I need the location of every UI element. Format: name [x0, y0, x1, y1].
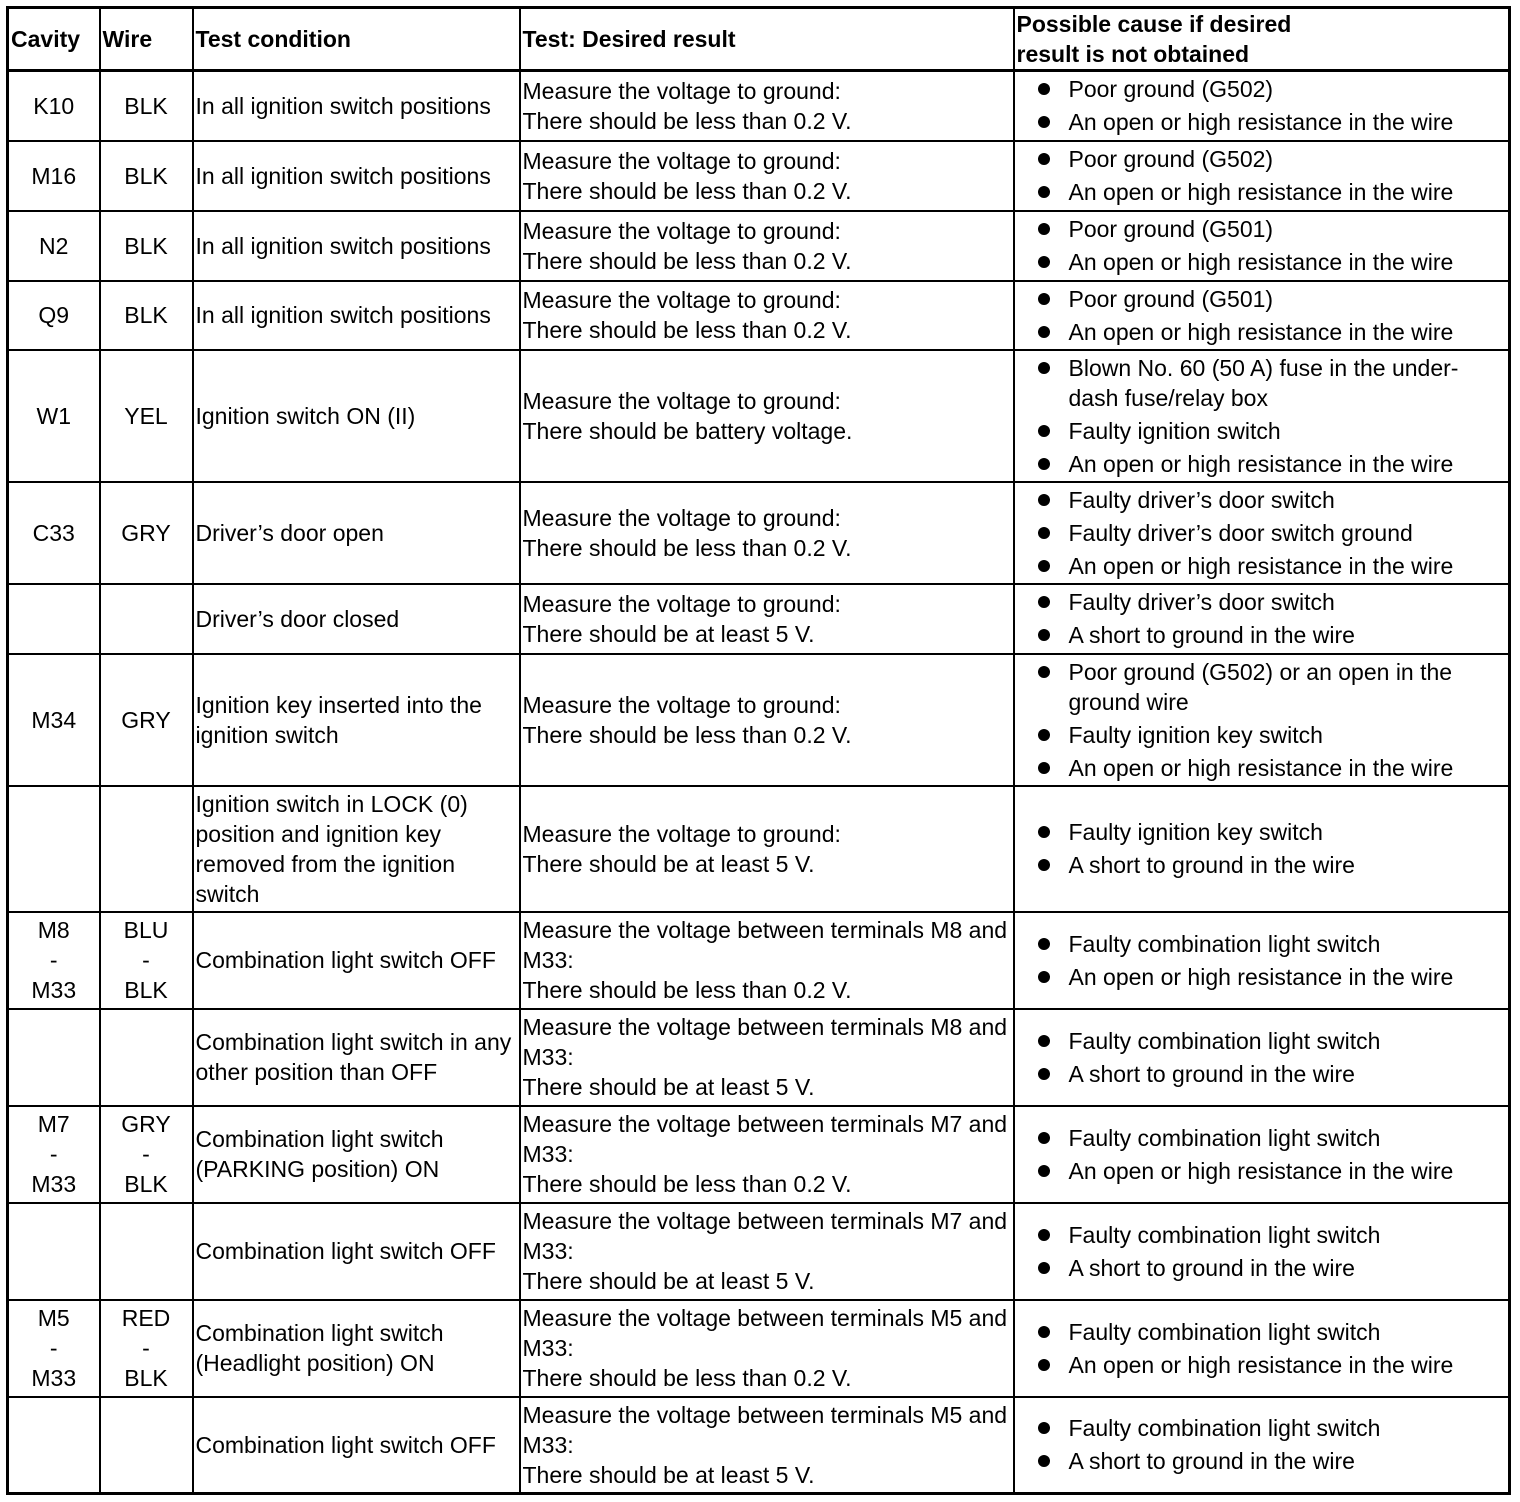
wire-cell-line: BLK	[124, 162, 168, 189]
cause-item	[1017, 962, 1507, 992]
wire-cell	[100, 350, 193, 482]
possible-cause-cell	[1014, 1300, 1510, 1397]
cause-list	[1017, 74, 1507, 137]
cause-list	[1017, 144, 1507, 207]
test-condition-cell	[193, 1106, 520, 1203]
cause-list	[1017, 929, 1507, 992]
cause-item	[1017, 518, 1507, 548]
table-row	[8, 211, 1510, 281]
cause-list	[1017, 657, 1507, 783]
wire-cell	[100, 584, 193, 654]
wire-cell-line: BLK	[124, 977, 168, 1003]
cause-item	[1017, 449, 1507, 479]
desired-result-cell	[520, 281, 1014, 350]
cause-item	[1017, 177, 1507, 207]
cavity-cell-line: M33	[31, 1171, 77, 1197]
bullet-icon	[1038, 1229, 1050, 1241]
possible-cause-cell	[1014, 1106, 1510, 1203]
cavity-cell	[8, 141, 100, 211]
bullet-icon	[1038, 938, 1050, 950]
test-condition-cell	[193, 912, 520, 1009]
cause-text: Poor ground (G502)	[1068, 76, 1274, 103]
cavity-cell	[8, 912, 100, 1009]
possible-cause-cell	[1014, 211, 1510, 281]
wire-cell-line: GRY	[121, 519, 171, 546]
cause-list	[1017, 214, 1507, 277]
bullet-icon	[1038, 1165, 1050, 1177]
cause-item	[1017, 850, 1507, 880]
bullet-icon	[1038, 1132, 1050, 1144]
cause-item	[1017, 587, 1507, 617]
table-row	[8, 1203, 1510, 1300]
bullet-icon	[1038, 116, 1050, 128]
cause-item	[1017, 1446, 1507, 1476]
cause-list	[1017, 587, 1507, 650]
table-row	[8, 141, 1510, 211]
possible-cause-cell	[1014, 482, 1510, 584]
table-row	[8, 1009, 1510, 1106]
cause-item	[1017, 74, 1507, 104]
desired-result-cell-line: Measure the voltage between terminals M5 and M33:	[522, 1305, 1008, 1361]
cause-item	[1017, 753, 1507, 783]
cause-text: Poor ground (G501)	[1068, 216, 1274, 242]
cause-item	[1017, 144, 1507, 174]
cause-text: An open or high resistance in the wire	[1068, 754, 1454, 781]
desired-result-cell-line: Measure the voltage between terminals M5 and M33:	[522, 1401, 1008, 1458]
wire-cell	[100, 1009, 193, 1106]
cause-item	[1017, 1413, 1507, 1443]
test-condition-cell-line: Combination light switch OFF	[195, 1431, 496, 1458]
test-condition-cell-line: Ignition key inserted into the ignition switch	[195, 691, 482, 748]
table-row	[8, 584, 1510, 654]
bullet-icon	[1038, 326, 1050, 338]
bullet-icon	[1038, 971, 1050, 983]
cause-text: An open or high resistance in the wire	[1068, 450, 1454, 477]
cause-text: An open or high resistance in the wire	[1068, 963, 1454, 990]
cavity-cell	[8, 281, 100, 350]
cause-text: A short to ground in the wire	[1068, 1254, 1355, 1281]
wire-cell-line: YEL	[124, 402, 168, 429]
desired-result-cell-line: Measure the voltage to ground:	[522, 287, 841, 313]
table-row	[8, 1300, 1510, 1397]
bullet-icon	[1038, 1422, 1050, 1434]
wire-cell-line: -	[142, 1141, 150, 1167]
wire-cell	[100, 1106, 193, 1203]
desired-result-cell-line: There should be less than 0.2 V.	[522, 317, 852, 343]
cavity-cell	[8, 211, 100, 281]
desired-result-cell	[520, 912, 1014, 1009]
desired-result-cell-line: Measure the voltage to ground:	[522, 387, 841, 414]
bullet-icon	[1038, 762, 1050, 774]
bullet-icon	[1038, 1326, 1050, 1338]
cause-list	[1017, 353, 1507, 479]
test-condition-cell	[193, 786, 520, 912]
desired-result-cell	[520, 1397, 1014, 1494]
wire-cell	[100, 1203, 193, 1300]
cause-text: Poor ground (G502) or an open in the ground wire	[1068, 658, 1453, 715]
desired-result-cell-line: Measure the voltage between terminals M7 and M33:	[522, 1111, 1008, 1167]
cavity-cell	[8, 482, 100, 584]
cause-list	[1017, 1413, 1507, 1476]
possible-cause-cell	[1014, 1009, 1510, 1106]
desired-result-cell-line: There should be less than 0.2 V.	[522, 1171, 852, 1197]
desired-result-cell-line: There should be less than 0.2 V.	[522, 247, 852, 274]
wire-cell-line: -	[142, 1335, 150, 1361]
cavity-cell	[8, 584, 100, 654]
cause-item	[1017, 551, 1507, 581]
cavity-cell-line: C33	[32, 519, 75, 546]
cause-item	[1017, 1123, 1507, 1153]
cause-text: Faulty combination light switch	[1068, 1318, 1381, 1345]
desired-result-cell-line: Measure the voltage to ground:	[522, 691, 841, 718]
bullet-icon	[1038, 362, 1050, 374]
wire-cell-line: BLK	[124, 302, 168, 328]
header-row	[8, 8, 1510, 71]
cavity-cell	[8, 1009, 100, 1106]
wire-cell	[100, 281, 193, 350]
desired-result-cell	[520, 211, 1014, 281]
cause-text: An open or high resistance in the wire	[1068, 552, 1454, 579]
bullet-icon	[1038, 560, 1050, 572]
bullet-icon	[1038, 596, 1050, 608]
wire-cell	[100, 912, 193, 1009]
cause-text: An open or high resistance in the wire	[1068, 249, 1454, 275]
cause-item	[1017, 929, 1507, 959]
cause-item	[1017, 817, 1507, 847]
cause-list	[1017, 817, 1507, 880]
test-condition-cell	[193, 141, 520, 211]
possible-cause-cell	[1014, 71, 1510, 141]
desired-result-cell-line: There should be at least 5 V.	[522, 850, 815, 877]
header-cavity: Cavity	[8, 8, 100, 71]
possible-cause-cell	[1014, 141, 1510, 211]
desired-result-cell	[520, 584, 1014, 654]
cavity-cell-line: M5	[37, 1305, 70, 1331]
cause-item	[1017, 214, 1507, 244]
cavity-cell	[8, 1397, 100, 1494]
desired-result-cell	[520, 1106, 1014, 1203]
test-condition-cell-line: Driver’s door open	[195, 519, 384, 546]
cavity-cell-line: N2	[39, 232, 69, 259]
cavity-cell-line: K10	[33, 92, 75, 119]
possible-cause-cell	[1014, 912, 1510, 1009]
test-condition-cell	[193, 1203, 520, 1300]
header-wire: Wire	[100, 8, 193, 71]
desired-result-cell-line: There should be less than 0.2 V.	[522, 721, 852, 748]
bullet-icon	[1038, 458, 1050, 470]
test-condition-cell-line: Combination light switch (Headlight position) ON	[195, 1320, 444, 1376]
wire-cell-line: BLK	[124, 232, 168, 259]
bullet-icon	[1038, 527, 1050, 539]
desired-result-cell	[520, 654, 1014, 786]
desired-result-cell-line: Measure the voltage to ground:	[522, 77, 841, 104]
table-row	[8, 1397, 1510, 1494]
cause-item	[1017, 620, 1507, 650]
desired-result-cell	[520, 1300, 1014, 1397]
desired-result-cell-line: There should be less than 0.2 V.	[522, 107, 852, 134]
table-row	[8, 281, 1510, 350]
bullet-icon	[1038, 83, 1050, 95]
cavity-cell-line: M7	[37, 1111, 70, 1137]
bullet-icon	[1038, 1359, 1050, 1371]
test-condition-cell-line: Combination light switch OFF	[195, 1238, 496, 1264]
wire-cell-line: RED	[121, 1305, 171, 1331]
test-condition-cell	[193, 211, 520, 281]
bullet-icon	[1038, 826, 1050, 838]
wire-cell	[100, 71, 193, 141]
cause-text: An open or high resistance in the wire	[1068, 1157, 1454, 1184]
cavity-cell	[8, 1300, 100, 1397]
bullet-icon	[1038, 666, 1050, 678]
cause-text: Faulty ignition key switch	[1068, 721, 1323, 748]
bullet-icon	[1038, 293, 1050, 305]
test-condition-cell	[193, 584, 520, 654]
desired-result-cell	[520, 1203, 1014, 1300]
desired-result-cell-line: There should be less than 0.2 V.	[522, 1365, 852, 1391]
desired-result-cell-line: There should be at least 5 V.	[522, 1461, 815, 1488]
cause-item	[1017, 317, 1507, 347]
test-condition-cell-line: Ignition switch ON (II)	[195, 402, 416, 429]
wire-cell	[100, 482, 193, 584]
test-condition-cell-line: In all ignition switch positions	[195, 92, 491, 119]
desired-result-cell-line: Measure the voltage between terminals M8 and M33:	[522, 917, 1008, 973]
test-condition-cell-line: Combination light switch OFF	[195, 947, 496, 973]
bullet-icon	[1038, 859, 1050, 871]
possible-cause-cell	[1014, 584, 1510, 654]
cause-list	[1017, 284, 1507, 347]
desired-result-cell	[520, 71, 1014, 141]
wire-cell	[100, 1300, 193, 1397]
desired-result-cell-line: Measure the voltage between terminals M8 and M33:	[522, 1014, 1008, 1070]
cavity-cell	[8, 786, 100, 912]
wire-cell	[100, 786, 193, 912]
test-condition-cell	[193, 350, 520, 482]
cavity-cell-line: W1	[36, 402, 71, 429]
cause-text: An open or high resistance in the wire	[1068, 318, 1454, 345]
cause-text: Faulty driver’s door switch ground	[1068, 519, 1413, 546]
table-row	[8, 1106, 1510, 1203]
cause-text: Poor ground (G501)	[1068, 285, 1274, 312]
test-condition-cell-line: In all ignition switch positions	[195, 162, 491, 189]
test-condition-cell	[193, 1300, 520, 1397]
header-possible-cause	[1014, 8, 1510, 71]
possible-cause-cell	[1014, 281, 1510, 350]
bullet-icon	[1038, 1068, 1050, 1080]
cavity-cell-line: -	[49, 947, 58, 973]
test-condition-cell	[193, 1397, 520, 1494]
cavity-cell	[8, 350, 100, 482]
bullet-icon	[1038, 1035, 1050, 1047]
possible-cause-cell	[1014, 350, 1510, 482]
desired-result-cell	[520, 141, 1014, 211]
wire-cell-line: BLU	[123, 917, 169, 943]
wire-cell	[100, 654, 193, 786]
bullet-icon	[1038, 425, 1050, 437]
test-condition-cell	[193, 654, 520, 786]
cause-text: Faulty combination light switch	[1068, 930, 1381, 957]
header-desired-result: Test: Desired result	[520, 8, 1014, 71]
desired-result-cell-line: There should be less than 0.2 V.	[522, 177, 852, 204]
cause-text: An open or high resistance in the wire	[1068, 1351, 1454, 1378]
desired-result-cell-line: There should be at least 5 V.	[522, 1074, 815, 1100]
test-condition-cell-line: Combination light switch in any other position than OFF	[195, 1029, 512, 1085]
cause-list	[1017, 1220, 1507, 1283]
bullet-icon	[1038, 186, 1050, 198]
cause-list	[1017, 485, 1507, 581]
bullet-icon	[1038, 153, 1050, 165]
test-condition-cell-line: Driver’s door closed	[195, 605, 400, 632]
cause-item	[1017, 1317, 1507, 1347]
cause-text: Faulty combination light switch	[1068, 1415, 1381, 1442]
bullet-icon	[1038, 494, 1050, 506]
cause-text: Faulty combination light switch	[1068, 1221, 1381, 1248]
possible-cause-cell	[1014, 1203, 1510, 1300]
table-row	[8, 71, 1510, 141]
possible-cause-cell	[1014, 786, 1510, 912]
cause-text: An open or high resistance in the wire	[1068, 179, 1454, 205]
cause-item	[1017, 1156, 1507, 1186]
test-condition-cell-line: Ignition switch in LOCK (0) position and ignition key removed from the ignition switch	[195, 790, 468, 907]
cause-item	[1017, 1220, 1507, 1250]
cause-item	[1017, 720, 1507, 750]
cause-item	[1017, 1059, 1507, 1089]
cause-text: Poor ground (G502)	[1068, 146, 1274, 172]
wire-cell	[100, 1397, 193, 1494]
wire-cell	[100, 141, 193, 211]
table-row	[8, 482, 1510, 584]
cause-item	[1017, 1350, 1507, 1380]
cause-text: A short to ground in the wire	[1068, 1060, 1355, 1087]
desired-result-cell-line: There should be at least 5 V.	[522, 620, 815, 647]
cause-text: Faulty ignition switch	[1068, 417, 1281, 444]
cause-item	[1017, 416, 1507, 446]
test-condition-cell	[193, 482, 520, 584]
desired-result-cell	[520, 482, 1014, 584]
test-condition-cell	[193, 1009, 520, 1106]
bullet-icon	[1038, 1455, 1050, 1467]
cause-list	[1017, 1317, 1507, 1380]
desired-result-cell-line: Measure the voltage to ground:	[522, 820, 841, 847]
table-row	[8, 654, 1510, 786]
bullet-icon	[1038, 629, 1050, 641]
cavity-cell	[8, 71, 100, 141]
table-row	[8, 786, 1510, 912]
desired-result-cell-line: There should be battery voltage.	[522, 417, 853, 444]
header-possible-cause-line: Possible cause if desired	[1016, 11, 1292, 37]
header-test-condition: Test condition	[193, 8, 520, 71]
table-row	[8, 350, 1510, 482]
test-condition-cell	[193, 281, 520, 350]
wire-cell-line: BLK	[124, 92, 168, 119]
wire-cell-line: BLK	[124, 1171, 168, 1197]
cause-text: Faulty combination light switch	[1068, 1124, 1381, 1151]
cause-text: Faulty ignition key switch	[1068, 819, 1323, 845]
cause-item	[1017, 485, 1507, 515]
possible-cause-cell	[1014, 1397, 1510, 1494]
desired-result-cell-line: Measure the voltage between terminals M7 and M33:	[522, 1208, 1008, 1264]
cavity-cell-line: M33	[31, 977, 77, 1003]
cause-text: A short to ground in the wire	[1068, 1448, 1355, 1475]
desired-result-cell	[520, 350, 1014, 482]
desired-result-cell-line: Measure the voltage to ground:	[522, 590, 841, 617]
cause-list	[1017, 1123, 1507, 1186]
cause-item	[1017, 353, 1507, 413]
wire-cell-line: BLK	[124, 1365, 168, 1391]
desired-result-cell-line: There should be less than 0.2 V.	[522, 534, 852, 561]
cause-text: An open or high resistance in the wire	[1068, 109, 1454, 136]
wire-cell-line: GRY	[121, 706, 171, 733]
desired-result-cell-line: There should be less than 0.2 V.	[522, 977, 852, 1003]
bullet-icon	[1038, 729, 1050, 741]
cause-item	[1017, 107, 1507, 137]
cavity-cell-line: M33	[31, 1365, 77, 1391]
table-body	[8, 71, 1510, 1494]
wire-cell-line: -	[142, 947, 150, 973]
cause-item	[1017, 284, 1507, 314]
cause-list	[1017, 1026, 1507, 1089]
cavity-cell	[8, 1106, 100, 1203]
possible-cause-cell	[1014, 654, 1510, 786]
desired-result-cell	[520, 1009, 1014, 1106]
test-condition-cell-line: Combination light switch (PARKING position) ON	[195, 1126, 444, 1182]
cause-item	[1017, 1253, 1507, 1283]
cause-text: Faulty driver’s door switch	[1068, 486, 1335, 513]
cause-text: A short to ground in the wire	[1068, 852, 1355, 878]
cause-item	[1017, 657, 1507, 717]
bullet-icon	[1038, 1262, 1050, 1274]
desired-result-cell-line: Measure the voltage to ground:	[522, 147, 841, 174]
cause-text: A short to ground in the wire	[1068, 622, 1355, 648]
test-condition-cell	[193, 71, 520, 141]
bullet-icon	[1038, 256, 1050, 268]
desired-result-cell-line: Measure the voltage to ground:	[522, 504, 841, 531]
bullet-icon	[1038, 223, 1050, 235]
desired-result-cell-line: There should be at least 5 V.	[522, 1268, 815, 1294]
cavity-cell	[8, 1203, 100, 1300]
cavity-cell-line: M16	[31, 162, 77, 189]
cavity-cell	[8, 654, 100, 786]
desired-result-cell-line: Measure the voltage to ground:	[522, 217, 841, 244]
test-condition-cell-line: In all ignition switch positions	[195, 232, 491, 259]
wire-cell	[100, 211, 193, 281]
wire-cell-line: GRY	[121, 1111, 171, 1137]
table-row	[8, 912, 1510, 1009]
cavity-cell-line: -	[49, 1141, 58, 1167]
test-condition-cell-line: In all ignition switch positions	[195, 302, 491, 328]
cavity-cell-line: Q9	[38, 302, 70, 328]
cavity-cell-line: M8	[37, 917, 70, 943]
cavity-cell-line: M34	[31, 706, 77, 733]
header-possible-cause-line: result is not obtained	[1016, 41, 1250, 67]
connector-test-table	[6, 6, 1511, 1495]
cause-text: Faulty driver’s door switch	[1068, 589, 1335, 615]
cause-text: Faulty combination light switch	[1068, 1027, 1381, 1054]
cause-item	[1017, 247, 1507, 277]
cause-text: Blown No. 60 (50 A) fuse in the under-dash fuse/relay box	[1068, 354, 1459, 411]
cause-item	[1017, 1026, 1507, 1056]
cavity-cell-line: -	[49, 1335, 58, 1361]
desired-result-cell	[520, 786, 1014, 912]
